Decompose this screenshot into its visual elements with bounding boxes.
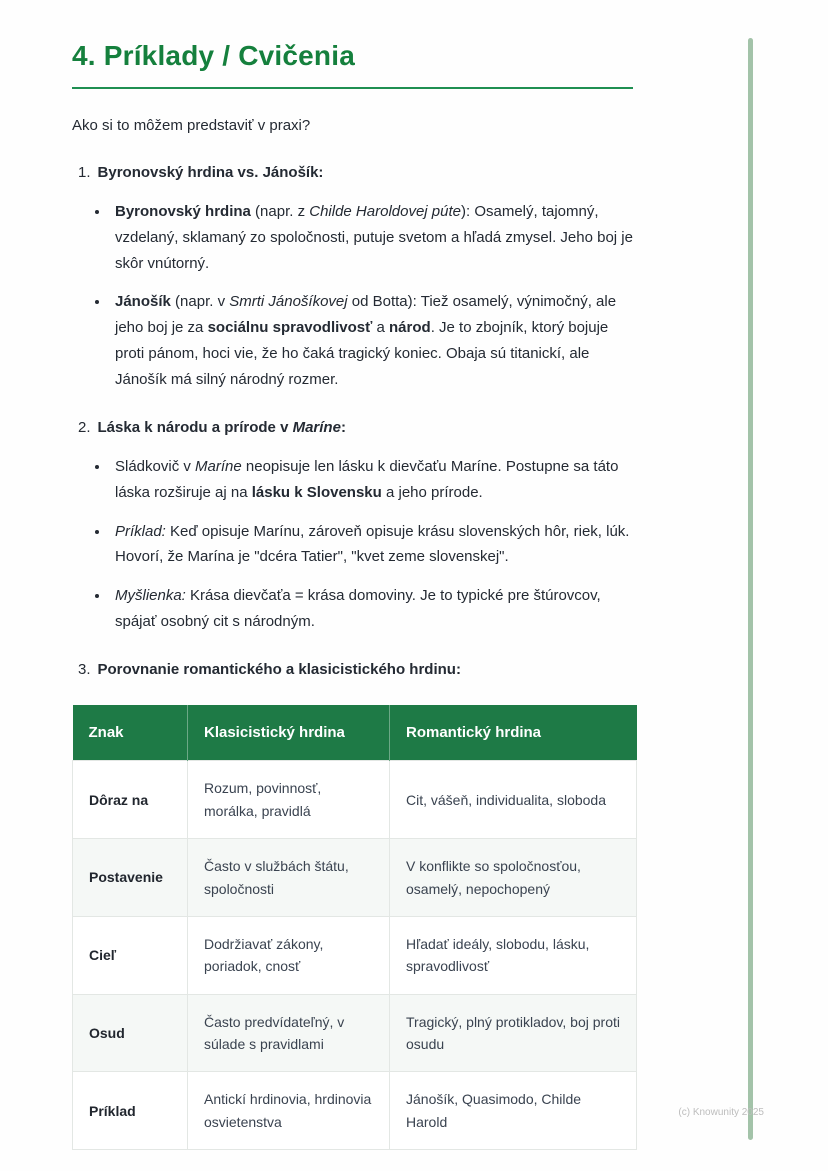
table-cell: Hľadať ideály, slobodu, lásku, spravodlivosť	[390, 916, 637, 994]
bullet-list	[110, 199, 633, 393]
text-run: Byronovský hrdina vs. Jánošík:	[97, 163, 324, 181]
list-item-number: 2.	[78, 418, 91, 436]
text-run: Myšlienka:	[115, 587, 186, 605]
text-run: a	[372, 319, 390, 337]
table-cell: Antickí hrdinovia, hrdinovia osvietenstva	[188, 1072, 390, 1150]
page-edge-scrollbar	[748, 38, 753, 1140]
table-row	[73, 994, 637, 1072]
text-run: (napr. v	[170, 293, 230, 311]
table-head	[73, 705, 637, 761]
table-header-cell: Znak	[73, 705, 188, 761]
table-header-cell: Klasicistický hrdina	[188, 705, 390, 761]
text-run: a jeho prírode.	[381, 483, 483, 501]
table-row	[73, 761, 637, 839]
text-run: Keď opisuje Marínu, zároveň opisuje krásu slovenských hôr, riek, lúk. Hovorí, že Marína je "dcéra Tatier", "kvet zeme slovenskej".	[115, 522, 630, 566]
intro-text: Ako si to môžem predstaviť v praxi?	[72, 117, 311, 134]
list-item-title-text	[98, 162, 324, 185]
text-run: národ	[389, 319, 431, 337]
text-run: Jánošík	[115, 293, 171, 311]
list-item-title-text	[98, 417, 346, 440]
comparison-table	[72, 705, 637, 1150]
bullet-item	[110, 454, 633, 506]
document-content	[72, 40, 633, 1150]
text-run: Sládkovič v	[115, 458, 196, 476]
numbered-list-item	[72, 659, 633, 682]
text-run: Maríne	[292, 418, 341, 436]
numbered-list-item	[72, 162, 633, 393]
table-cell: V konflikte so spoločnosťou, osamelý, nepochopený	[390, 839, 637, 917]
list-item-title	[72, 659, 633, 682]
table-cell: Dodržiavať zákony, poriadok, cnosť	[188, 916, 390, 994]
table-cell: Často predvídateľný, v súlade s pravidlami	[188, 994, 390, 1072]
table-row-label: Dôraz na	[73, 761, 188, 839]
list-item-title	[72, 162, 633, 185]
table-cell: Rozum, povinnosť, morálka, pravidlá	[188, 761, 390, 839]
list-item-title-text	[98, 659, 461, 682]
bullet-item	[110, 289, 633, 392]
list-item-title	[72, 417, 633, 440]
table-row	[73, 1072, 637, 1150]
table-row-label: Osud	[73, 994, 188, 1072]
bullet-item	[110, 583, 633, 635]
text-run: Láska k národu a prírode v	[97, 418, 293, 436]
table-row-label: Cieľ	[73, 916, 188, 994]
bullet-item	[110, 519, 633, 571]
bullet-list	[110, 454, 633, 635]
watermark-text: (c) Knowunity 2025	[678, 1107, 764, 1118]
table-cell: Často v službách štátu, spoločnosti	[188, 839, 390, 917]
numbered-list	[72, 162, 633, 682]
text-run: (napr. z	[250, 203, 310, 220]
table-row-label: Príklad	[73, 1072, 188, 1150]
text-run: neopisuje len lásku k dievčaťu Maríne. Postupne sa táto láska rozširuje aj na	[115, 458, 619, 501]
list-item-number: 3.	[78, 660, 91, 678]
text-run: Krása dievčaťa = krása domoviny. Je to typické pre štúrovcov, spájať osobný cit s národným.	[115, 587, 601, 631]
text-run: lásku k Slovensku	[251, 483, 382, 501]
list-item-number: 1.	[78, 163, 91, 181]
table-body	[73, 761, 637, 1150]
text-run: ): Osamelý, tajomný, vzdelaný, sklamaný zo spoločnosti, putuje svetom a hľadá zmysel. Jeho boj je skôr vnútorný.	[115, 203, 633, 272]
text-run: od Botta): Tiež osamelý, výnimočný, ale jeho boj je za	[115, 293, 617, 337]
table-cell: Cit, vášeň, individualita, sloboda	[390, 761, 637, 839]
text-run: Maríne	[195, 458, 242, 476]
section-heading: 4. Príklady / Cvičenia	[72, 40, 633, 89]
text-run: Byronovský hrdina	[115, 203, 251, 220]
table-cell: Jánošík, Quasimodo, Childe Harold	[390, 1072, 637, 1150]
table-row	[73, 916, 637, 994]
numbered-list-item	[72, 417, 633, 635]
text-run: Smrti Jánošíkovej	[229, 293, 348, 311]
text-run: Príklad:	[115, 522, 166, 540]
table-cell: Tragický, plný protikladov, boj proti osudu	[390, 994, 637, 1072]
bullet-item	[110, 199, 633, 276]
text-run: Porovnanie romantického a klasicistického hrdinu:	[97, 660, 461, 678]
table-header-cell: Romantický hrdina	[390, 705, 637, 761]
text-run: :	[340, 418, 346, 436]
table-header-row	[73, 705, 637, 761]
table-row-label: Postavenie	[73, 839, 188, 917]
text-run: sociálnu spravodlivosť	[207, 319, 373, 337]
text-run: Childe Haroldovej púte	[309, 203, 461, 220]
text-run: . Je to zbojník, ktorý bojuje proti pánom, hoci vie, že ho čaká tragický koniec. Obaja sú titanickí, ale Jánošík má silný národný rozmer.	[115, 319, 609, 388]
table-row	[73, 839, 637, 917]
